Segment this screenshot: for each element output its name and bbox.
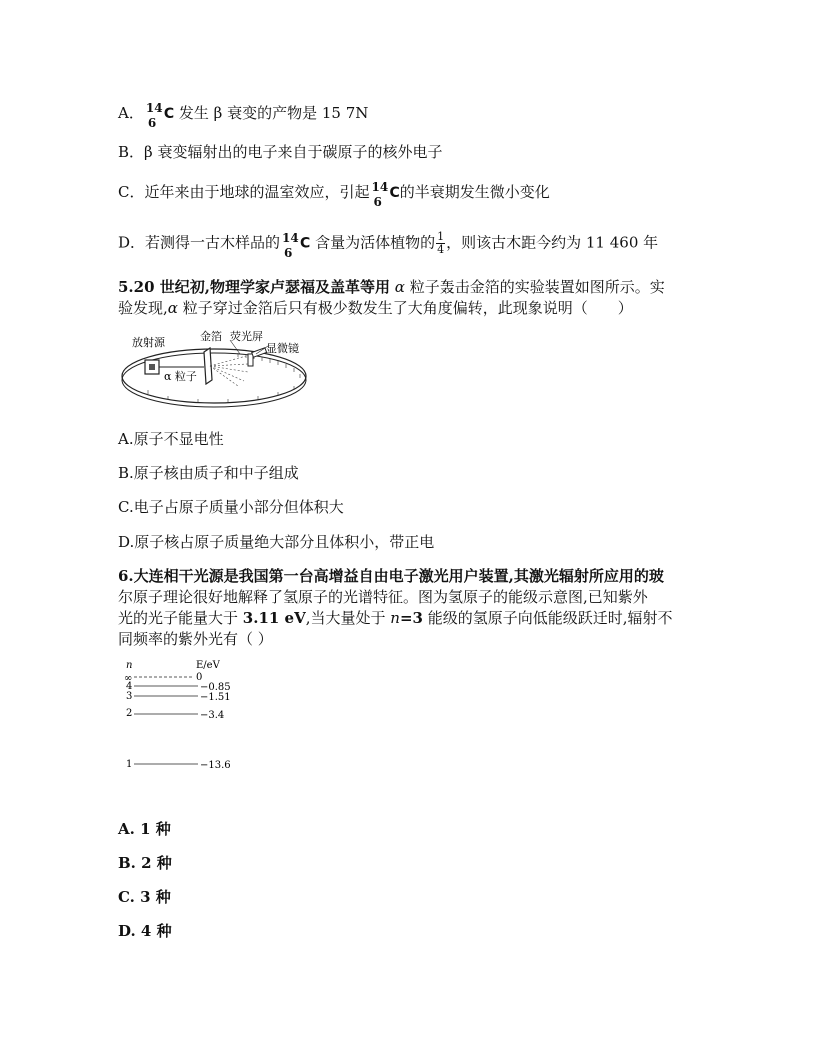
diagram-n-header: n <box>126 660 133 671</box>
q5-option-a-text: A.原子不显电性 <box>118 430 224 448</box>
q4-option-b-text: B．β 衰变辐射出的电子来自于碳原子的核外电子 <box>118 143 443 161</box>
q4-option-a-text: 发生 β 衰变的产物是 15 7N <box>178 104 369 122</box>
q5-option-b <box>118 462 299 484</box>
source-core <box>149 364 155 370</box>
q6-stem-line-3 <box>118 607 673 629</box>
isotope-number: 6 <box>373 195 382 209</box>
q6-stem-text-2: 尔原子理论很好地解释了氢原子的光谱特征。图为氢原子的能级示意图,已知紫外 <box>118 588 648 606</box>
fraction-numerator: 1 <box>437 230 445 243</box>
q6-stem-line-4 <box>118 628 273 650</box>
fraction-one-quarter <box>436 231 445 256</box>
isotope-number: 6 <box>147 116 157 130</box>
level-label-1: 1 <box>126 759 133 770</box>
q6-stem-line-1 <box>118 565 664 587</box>
rutherford-apparatus-figure <box>118 326 310 414</box>
q4-option-a <box>118 101 369 130</box>
q6-option-d-text: D. 4 种 <box>118 922 172 940</box>
q6-option-a <box>118 818 171 840</box>
q4-option-c-suffix: 的半衰期发生微小变化 <box>399 183 550 201</box>
isotope-symbol: C <box>163 106 175 122</box>
isotope-mass: 14 <box>145 101 163 115</box>
q5-stem-line-1 <box>118 276 665 298</box>
q6-option-c <box>118 886 171 908</box>
q6-option-c-text: C. 3 种 <box>118 888 171 906</box>
q5-option-b-text: B.原子核由质子和中子组成 <box>118 464 299 482</box>
level-label-3: 3 <box>126 691 133 702</box>
alpha-symbol: α <box>167 299 178 317</box>
q5-option-c <box>118 496 344 518</box>
q6-stem-text-1: 6.大连相干光源是我国第一台高增益自由电子激光用户装置,其激光辐射所应用的玻 <box>118 567 664 585</box>
q6-option-d <box>118 920 172 942</box>
q5-stem-text: 5.20 世纪初,物理学家卢瑟福及盖革等用 <box>118 278 390 296</box>
label-microscope: 显微镜 <box>266 342 299 355</box>
level-energy-3: −1.51 <box>200 692 231 703</box>
turntable-disc <box>122 349 306 403</box>
label-foil: 金箔 <box>200 330 222 343</box>
q4-option-d-prefix: D．若测得一古木样品的 <box>118 233 281 252</box>
carbon-14-isotope <box>282 230 299 260</box>
q4-option-d-suffix: ，则该古木距今约为 11 460 年 <box>446 233 659 252</box>
q4-option-a-prefix: A． <box>118 104 144 122</box>
q6-stem-line-2 <box>118 586 648 608</box>
q6-option-a-text: A. 1 种 <box>118 820 171 838</box>
level-label-2: 2 <box>126 708 133 719</box>
q6-option-b <box>118 852 172 874</box>
diagram-e-header: E/eV <box>196 660 220 671</box>
n-equals-three: =3 <box>399 609 423 627</box>
q4-option-c <box>118 180 550 209</box>
q4-option-d-mid: 含量为活体植物的 <box>315 233 436 252</box>
q5-option-a <box>118 428 224 450</box>
isotope-number: 6 <box>284 245 293 260</box>
q5-stem-text-b: 粒子轰击金箔的实验装置如图所示。实 <box>409 278 665 296</box>
q5-option-d <box>118 531 434 553</box>
uv-threshold-value: 3.11 eV <box>242 609 306 627</box>
q6-option-b-text: B. 2 种 <box>118 854 172 872</box>
label-screen: 荧光屏 <box>230 330 263 343</box>
level-energy-1: −13.6 <box>200 760 231 771</box>
q5-option-c-text: C.电子占原子质量小部分但体积大 <box>118 498 344 516</box>
level-label-4: 4 <box>126 681 133 692</box>
q4-option-c-prefix: C．近年来由于地球的温室效应，引起 <box>118 183 370 201</box>
q4-option-b <box>118 141 442 163</box>
alpha-symbol: α <box>394 278 405 296</box>
hydrogen-energy-level-diagram <box>118 656 248 774</box>
isotope-mass: 14 <box>282 230 299 245</box>
isotope-mass: 14 <box>371 180 389 194</box>
level-label-inf: ∞ <box>124 673 133 684</box>
n-symbol: n <box>390 609 400 627</box>
q5-stem-text-c: 验发现, <box>118 299 168 317</box>
fluorescent-screen <box>248 354 253 366</box>
q6-stem-text-3b: ,当大量处于 <box>305 609 386 627</box>
isotope-symbol: C <box>300 235 311 252</box>
q5-stem-line-2 <box>118 297 633 319</box>
level-energy-2: −3.4 <box>200 710 225 721</box>
carbon-14-isotope <box>145 101 163 130</box>
level-energy-4: −0.85 <box>200 682 231 693</box>
carbon-14-isotope <box>371 180 389 209</box>
fraction-denominator: 4 <box>437 243 445 256</box>
level-energy-inf: 0 <box>196 672 203 683</box>
q6-stem-text-3c: 能级的氢原子向低能级跃迁时,辐射不 <box>427 609 673 627</box>
label-source: 放射源 <box>132 336 165 349</box>
isotope-symbol: C <box>389 185 400 201</box>
q6-stem-text-4: 同频率的紫外光有（ ） <box>118 630 273 648</box>
q4-option-d <box>118 230 659 260</box>
q6-stem-text-3a: 光的光子能量大于 <box>118 609 239 627</box>
q5-option-d-text: D.原子核占原子质量绝大部分且体积小，带正电 <box>118 533 435 551</box>
label-alpha-particle: α 粒子 <box>164 370 197 383</box>
q5-stem-text-d: 粒子穿过金箔后只有极少数发生了大角度偏转，此现象说明（ ） <box>182 299 633 317</box>
